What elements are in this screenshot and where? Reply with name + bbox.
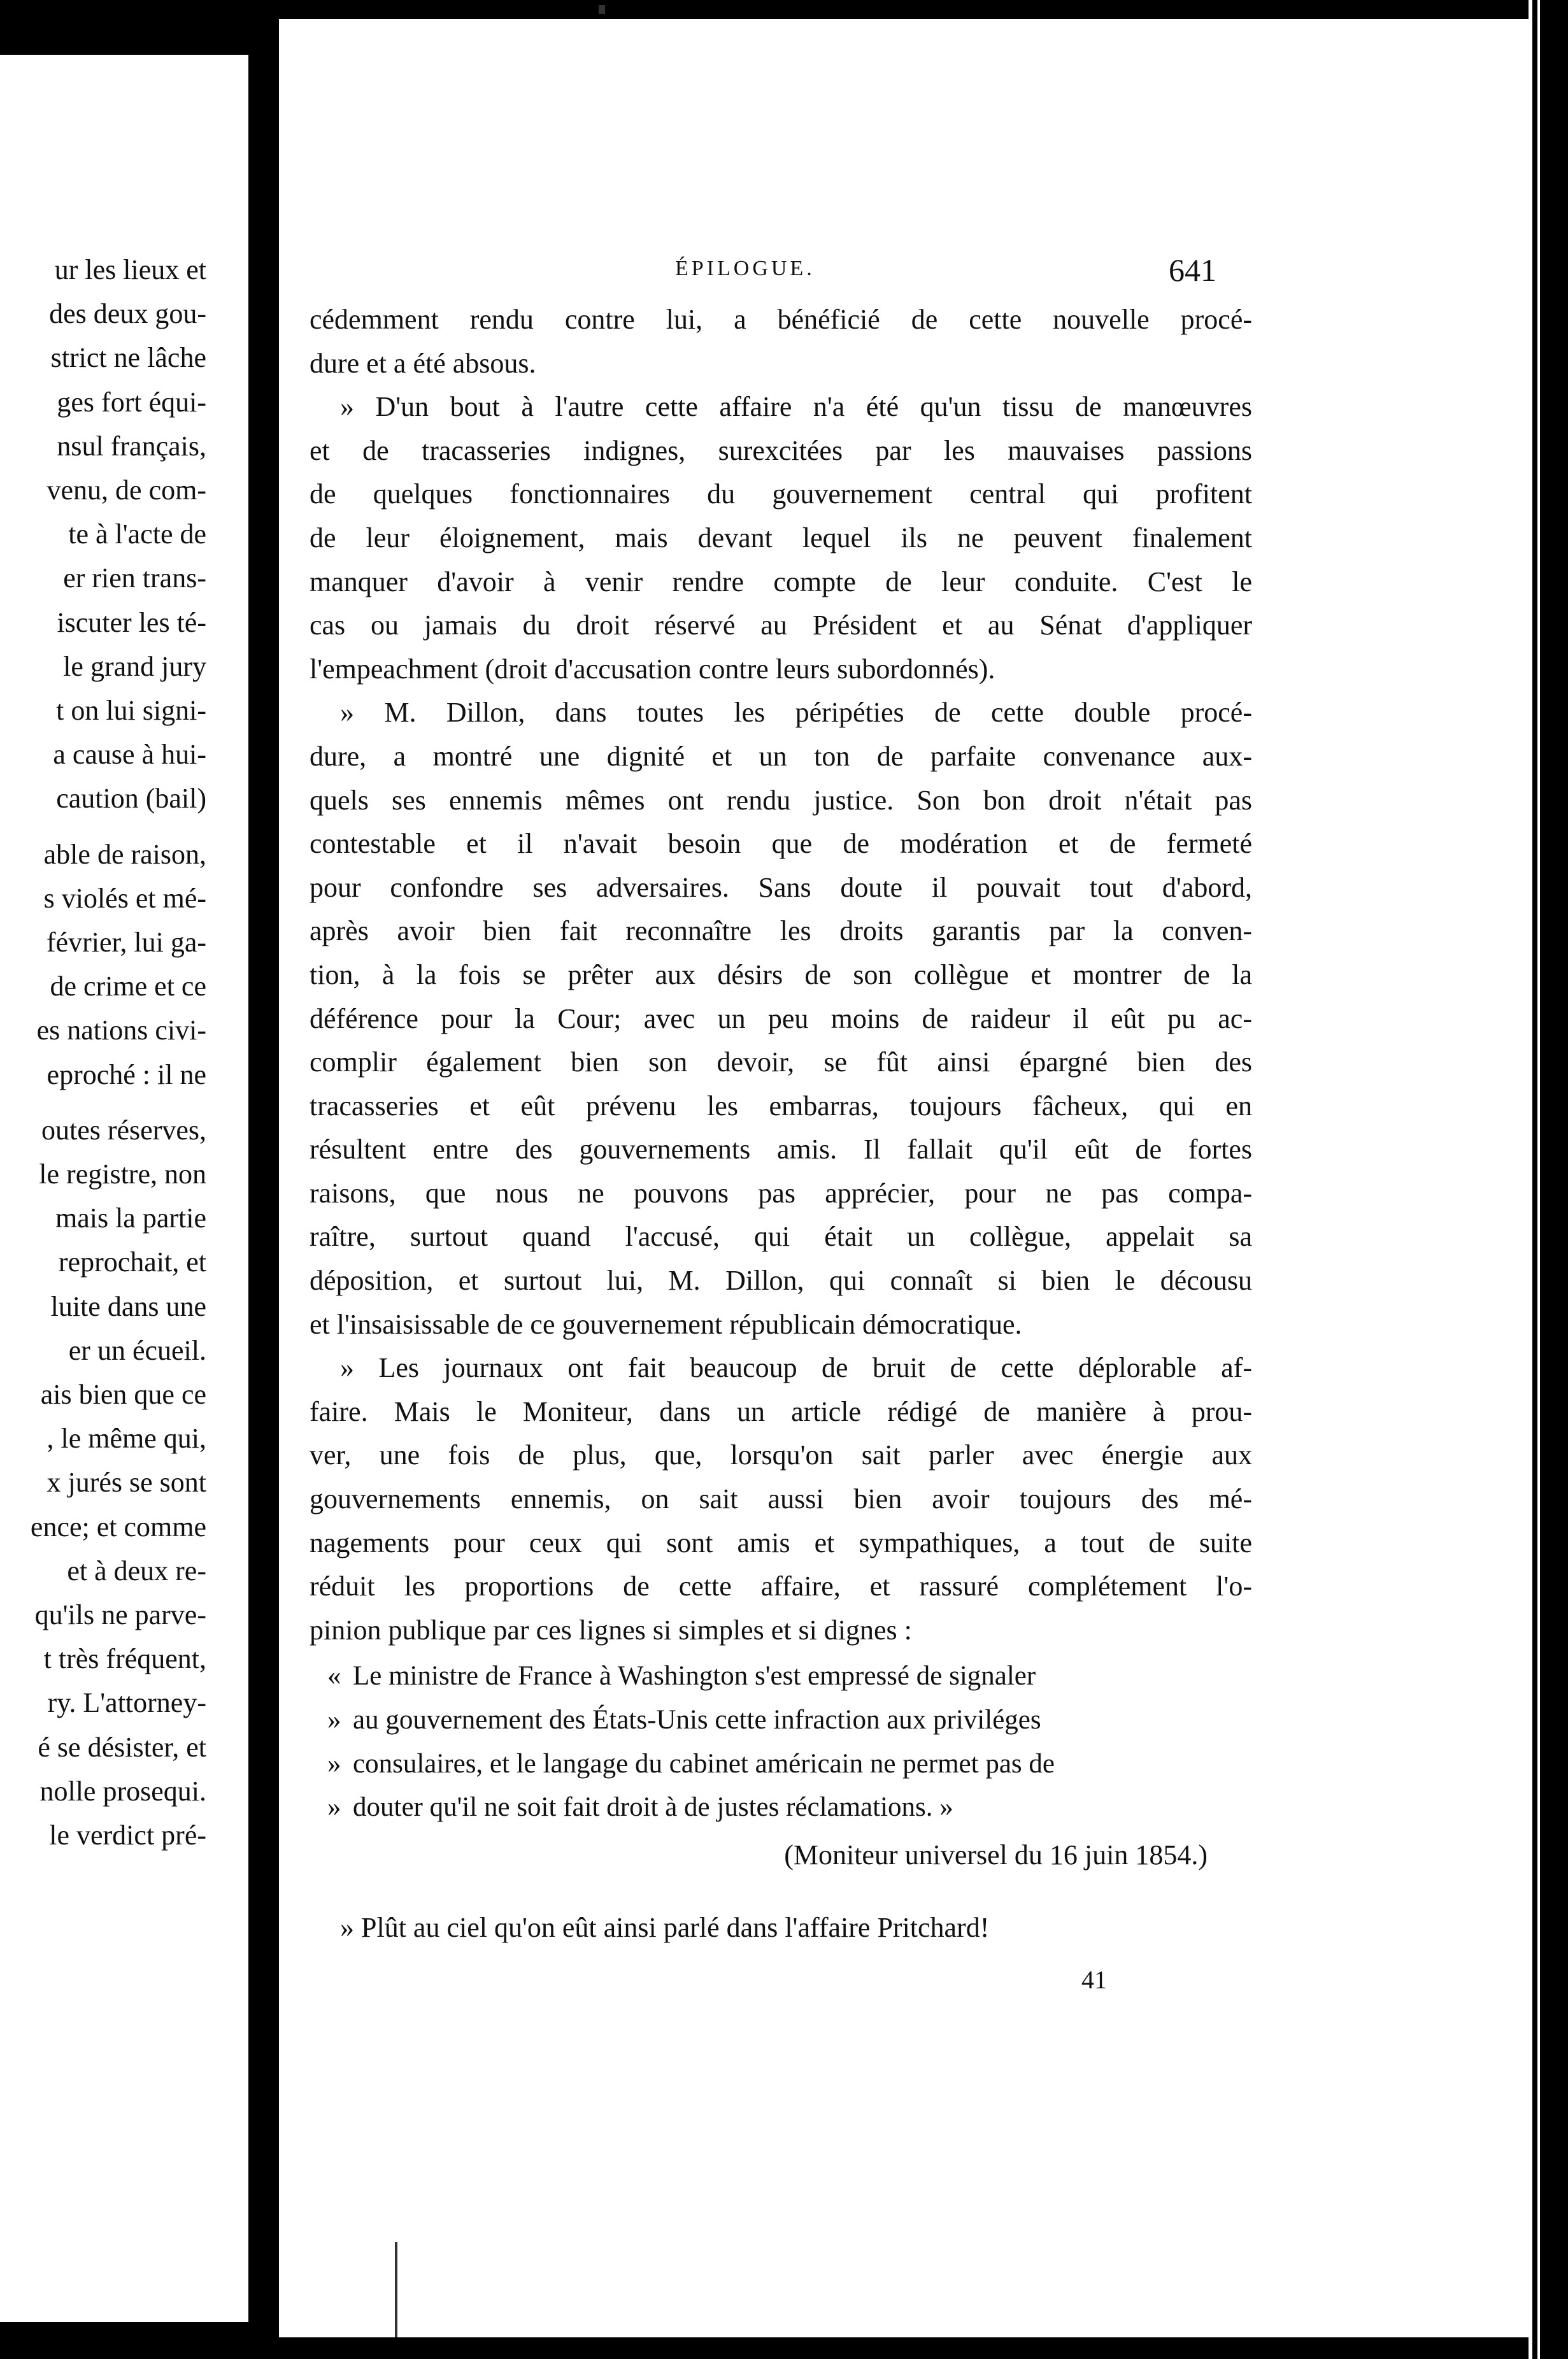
text-line: après avoir bien fait reconnaître les droits garantis par la conven- (310, 915, 1252, 947)
text-line: faire. Mais le Moniteur, dans un article rédigé de manière à prou- (310, 1395, 1252, 1427)
facing-page-line: strict ne lâche (50, 342, 206, 374)
facing-page-line: , le même qui, (46, 1423, 206, 1455)
quote-text: douter qu'il ne soit fait droit à de justes réclamations. » (353, 1792, 953, 1823)
text-line: l'empeachment (droit d'accusation contre leurs subordonnés). (310, 653, 995, 685)
facing-page-fragment (0, 55, 248, 2322)
quote-text: au gouvernement des États-Unis cette infraction aux priviléges (353, 1705, 1041, 1735)
facing-page-line: et à deux re- (67, 1555, 206, 1586)
quoted-dispatch (310, 1655, 1252, 1829)
text-line: cas ou jamais du droit réservé au Président et au Sénat d'appliquer (310, 609, 1252, 641)
facing-page-line: outes réserves, (41, 1114, 206, 1146)
quote-mark: » (327, 1748, 341, 1779)
text-line: ver, une fois de plus, que, lorsqu'on sait parler avec énergie aux (310, 1439, 1252, 1471)
quote-line (310, 1655, 1252, 1699)
facing-page-line: des deux gou- (49, 298, 206, 330)
facing-page-line: luite dans une (50, 1290, 206, 1322)
facing-page-line: é se désister, et (38, 1731, 206, 1763)
facing-page-line: ais bien que ce (40, 1379, 206, 1410)
quote-line (310, 1699, 1252, 1743)
facing-page-line: able de raison, (43, 838, 206, 870)
page-number: 641 (1169, 252, 1216, 288)
text-line: et l'insaisissable de ce gouvernement républicain démocratique. (310, 1308, 1022, 1340)
book-gutter (248, 0, 279, 2359)
text-line: pinion publique par ces lignes si simples et si dignes : (310, 1614, 912, 1646)
facing-page-line: s violés et mé- (43, 882, 206, 914)
text-line: déférence pour la Cour; avec un peu moins de raideur il eût pu ac- (310, 1002, 1252, 1034)
scan-mark (599, 5, 605, 14)
facing-page-line: reprochait, et (58, 1246, 206, 1278)
scan-artifact (395, 2242, 410, 2337)
running-title: ÉPILOGUE. (675, 257, 815, 280)
text-line: nagements pour ceux qui sont amis et sympathiques, a tout de suite (310, 1527, 1252, 1558)
facing-page-line: eproché : il ne (46, 1058, 206, 1090)
quote-mark: » (327, 1705, 341, 1735)
text-line: raisons, que nous ne pouvons pas apprécier, pour ne pas compa- (310, 1177, 1252, 1209)
text-line: déposition, et surtout lui, M. Dillon, qui connaît si bien le décousu (310, 1265, 1252, 1297)
facing-page-line: er un écueil. (68, 1334, 206, 1366)
facing-page-line: er rien trans- (63, 562, 206, 594)
quote-mark: « (327, 1661, 341, 1692)
signature-mark: 41 (1081, 1965, 1107, 1994)
facing-page-line: caution (bail) (56, 783, 206, 815)
facing-page-line: t on lui signi- (56, 695, 206, 726)
text-line: » D'un bout à l'autre cette affaire n'a été qu'un tissu de manœuvres (340, 391, 1252, 423)
facing-page-line: le verdict pré- (49, 1820, 206, 1851)
text-line: et de tracasseries indignes, surexcitées par les mauvaises passions (310, 434, 1252, 466)
facing-page-line: ry. L'attorney- (47, 1687, 206, 1719)
text-line: de quelques fonctionnaires du gouvernement central qui profitent (310, 478, 1252, 510)
text-line: complir également bien son devoir, se fût ainsi épargné bien des (310, 1046, 1252, 1078)
text-line: tion, à la fois se prêter aux désirs de son collègue et montrer de la (310, 959, 1252, 990)
text-line: raître, surtout quand l'accusé, qui était un collègue, appelait sa (310, 1221, 1252, 1253)
text-line: gouvernements ennemis, on sait aussi bien avoir toujours des mé- (310, 1483, 1252, 1515)
page-header (395, 252, 1236, 290)
facing-page-line: mais la partie (55, 1202, 206, 1234)
text-line: manquer d'avoir à venir rendre compte de leur conduite. C'est le (310, 566, 1252, 597)
facing-page-line: nsul français, (57, 430, 206, 462)
body-text (310, 298, 1252, 1950)
quote-mark: » (327, 1792, 341, 1823)
quote-line (310, 1743, 1252, 1786)
page (279, 19, 1529, 2337)
text-line: dure, a montré une dignité et un ton de parfaite convenance aux- (310, 740, 1252, 772)
text-line: tracasseries et eût prévenu les embarras, toujours fâcheux, qui en (310, 1090, 1252, 1122)
facing-page-line: a cause à hui- (53, 739, 206, 771)
facing-page-line: te à l'acte de (68, 518, 206, 550)
facing-page-line: le grand jury (63, 650, 206, 682)
facing-page-line: février, lui ga- (46, 927, 206, 958)
text-line: réduit les proportions de cette affaire, et rassuré complétement l'o- (310, 1571, 1252, 1602)
facing-page-line: de crime et ce (50, 971, 206, 1002)
text-line: dure et a été absous. (310, 347, 536, 379)
facing-page-line: ence; et comme (30, 1511, 206, 1543)
facing-page-line: venu, de com- (46, 474, 206, 506)
text-line: cédemment rendu contre lui, a bénéficié de cette nouvelle procé- (310, 304, 1252, 335)
text-line: » M. Dillon, dans toutes les péripéties de cette double procé- (340, 697, 1252, 729)
facing-page-line: iscuter les té- (57, 606, 206, 638)
closing-line: » Plût au ciel qu'on eût ainsi parlé dans l'affaire Pritchard! (340, 1912, 990, 1944)
facing-page-line: nolle prosequi. (39, 1775, 206, 1807)
citation: (Moniteur universel du 16 juin 1854.) (784, 1839, 1208, 1871)
facing-page-line: le registre, non (39, 1158, 206, 1190)
quote-text: consulaires, et le langage du cabinet américain ne permet pas de (353, 1748, 1055, 1779)
quote-text: Le ministre de France à Washington s'est empressé de signaler (353, 1661, 1036, 1692)
quote-line (310, 1786, 1252, 1830)
text-line: de leur éloignement, mais devant lequel ils ne peuvent finalement (310, 522, 1252, 553)
text-line: » Les journaux ont fait beaucoup de bruit de cette déplorable af- (340, 1352, 1252, 1384)
text-line: pour confondre ses adversaires. Sans doute il pouvait tout d'abord, (310, 871, 1252, 903)
facing-page-line: t très fréquent, (43, 1643, 206, 1675)
facing-page-line: qu'ils ne parve- (34, 1599, 206, 1630)
text-line: résultent entre des gouvernements amis. Il fallait qu'il eût de fortes (310, 1134, 1252, 1165)
facing-page-line: ur les lieux et (54, 254, 206, 285)
facing-page-line: x jurés se sont (46, 1467, 206, 1499)
text-line: quels ses ennemis mêmes ont rendu justice. Son bon droit n'était pas (310, 784, 1252, 816)
facing-page-line: ges fort équi- (57, 386, 206, 418)
text-line: contestable et il n'avait besoin que de modération et de fermeté (310, 828, 1252, 860)
facing-page-line: es nations civi- (36, 1015, 206, 1046)
page-edge (1529, 0, 1568, 2359)
